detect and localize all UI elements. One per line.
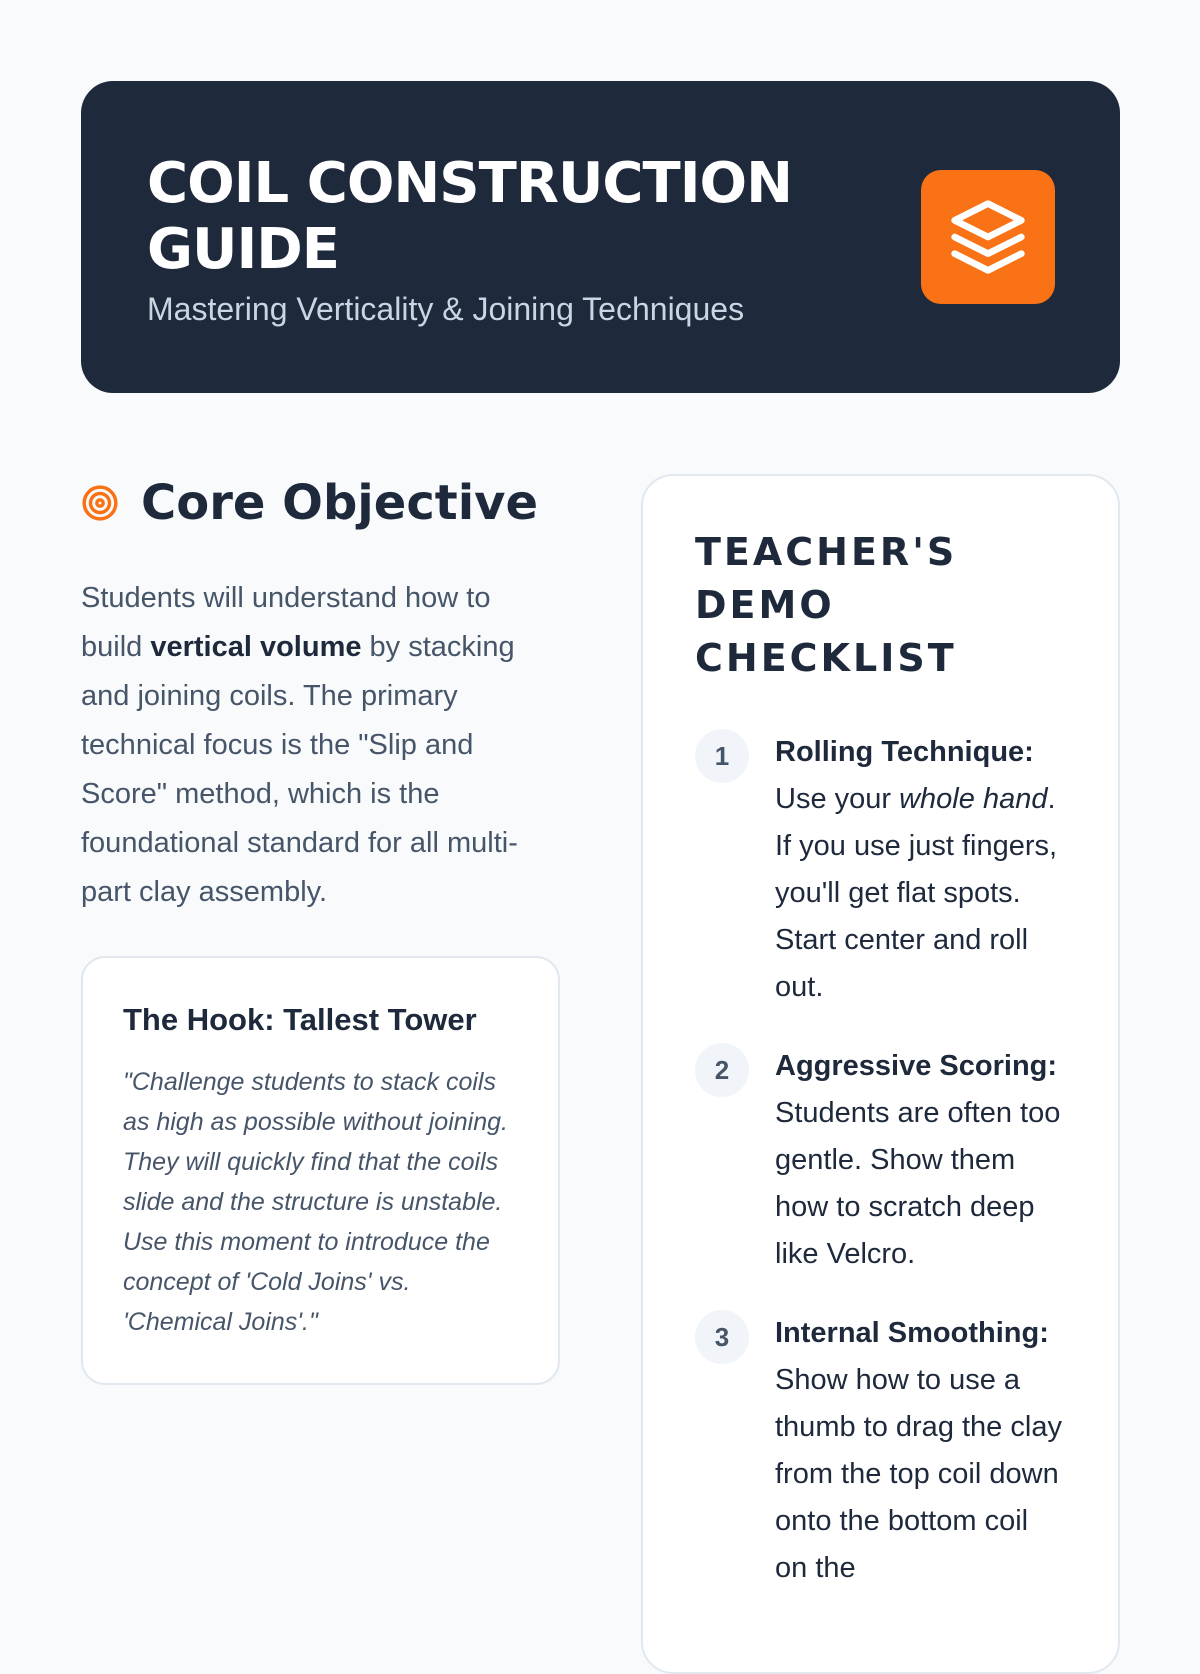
step-emphasis: whole hand: [899, 783, 1048, 815]
objective-emphasis: vertical volume: [150, 631, 362, 663]
objective-paragraph: [81, 574, 551, 917]
step-body: [775, 729, 1066, 1011]
step-body: [775, 1310, 1066, 1592]
demo-checklist-card: [641, 474, 1120, 1674]
step-lead: Aggressive Scoring:: [775, 1050, 1058, 1082]
step-number-badge: 3: [695, 1310, 749, 1364]
step-text: Show how to use a thumb to drag the clay from the top coil down onto the bottom coil on the: [775, 1364, 1062, 1584]
step-text: Students are often too gentle. Show them how to scratch deep like Velcro.: [775, 1097, 1061, 1270]
objective-text-part: Students will understand how to build: [81, 582, 491, 663]
hook-card: [81, 956, 560, 1385]
step-lead: Internal Smoothing:: [775, 1317, 1049, 1349]
step-lead: Rolling Technique:: [775, 736, 1034, 768]
layers-icon-badge: [921, 170, 1055, 304]
header-banner: [81, 81, 1120, 393]
layers-icon: [948, 197, 1028, 277]
checklist-steps: [695, 729, 1066, 1592]
step-number-badge: 1: [695, 729, 749, 783]
step-number-badge: 2: [695, 1043, 749, 1097]
checklist-title: TEACHER'S DEMO CHECKLIST: [695, 530, 958, 680]
checklist-step: [695, 1310, 1066, 1592]
page-title: COIL CONSTRUCTION GUIDE: [147, 151, 793, 282]
step-text: . If you use just fingers, you'll get flat spots. Start center and roll out.: [775, 783, 1058, 1003]
hook-quote: "Challenge students to stack coils as high as possible without joining. They will quickly find that the coils slide and the structure is unstable. Use this moment to introduce the concept of 'Cold Joins' vs. 'Chemical Joins'.": [123, 1068, 508, 1336]
core-objective-heading: [81, 473, 538, 533]
checklist-step: [695, 1043, 1066, 1278]
objective-text-part: by stacking and joining coils. The primary technical focus is the "Slip and Score" method, which is the foundational standard for all multi-part clay assembly.: [81, 631, 518, 908]
step-body: [775, 1043, 1066, 1278]
section-title: Core Objective: [141, 475, 539, 531]
hook-title: The Hook: Tallest Tower: [123, 1002, 477, 1037]
checklist-step: [695, 729, 1066, 1011]
step-text: Use your: [775, 783, 900, 815]
target-icon: [81, 484, 119, 522]
page-subtitle: Mastering Verticality & Joining Techniques: [147, 291, 745, 327]
